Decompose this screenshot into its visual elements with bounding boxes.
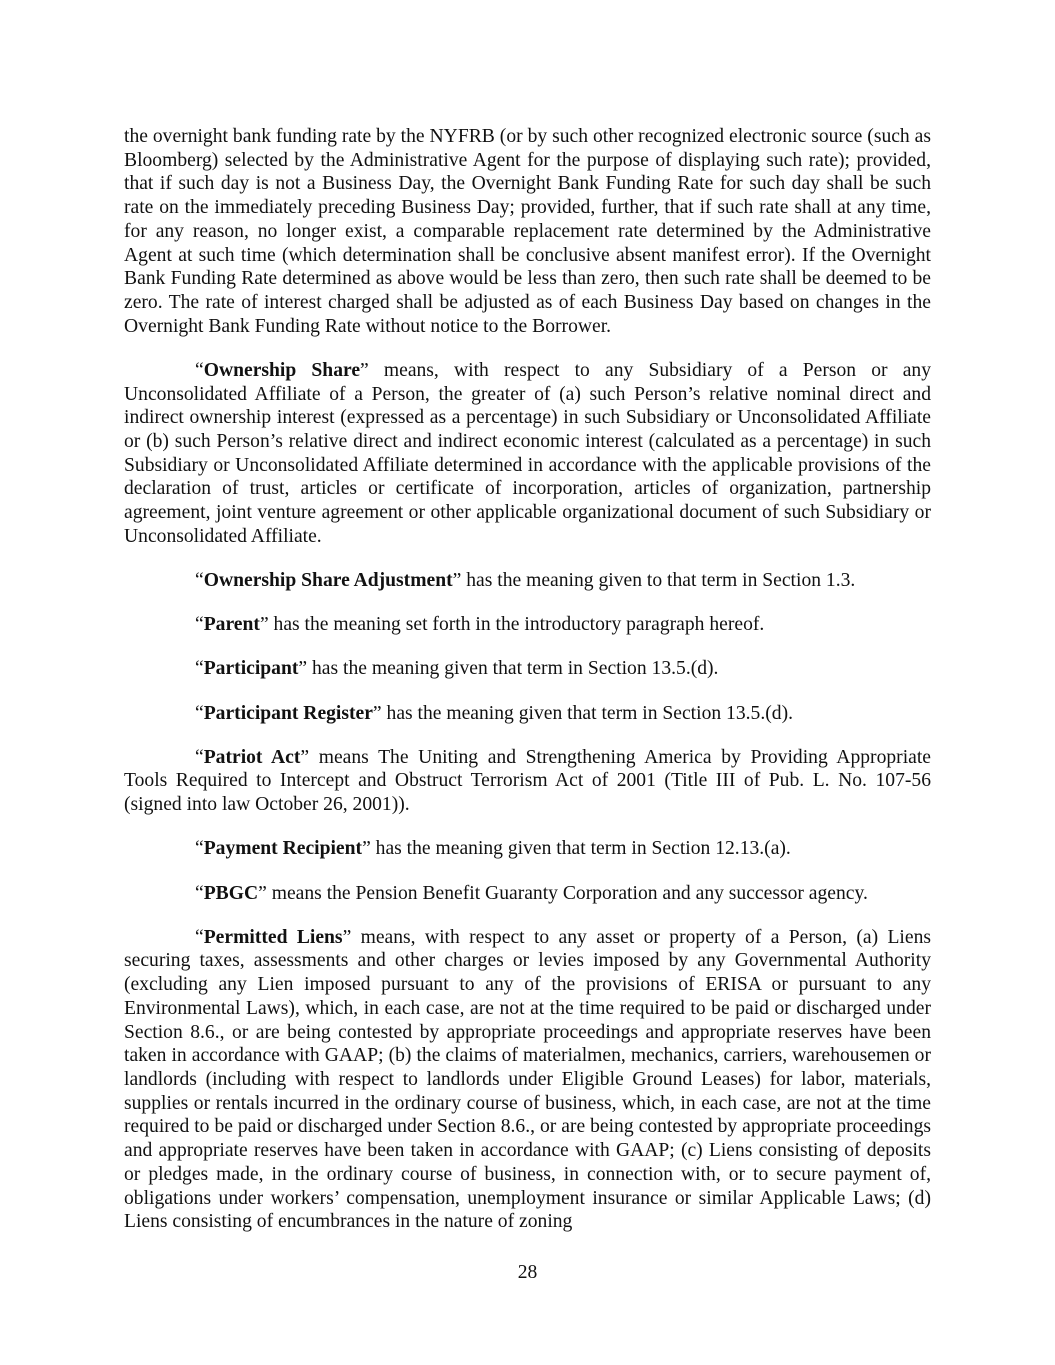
definition-text: ” means The Uniting and Strengthening America by Providing Appropriate Tools Required to Intercept and Obstruct Terrorism Act of 2001 (Title III of Pub. L. No. 107-56 (signed into law October 26, 2001)). bbox=[124, 746, 931, 816]
definition-text: ” has the meaning given that term in Section 13.5.(d). bbox=[298, 658, 719, 680]
definition-text: ” has the meaning set forth in the introductory paragraph hereof. bbox=[259, 614, 765, 636]
definition-ownership-share-adjustment bbox=[124, 569, 931, 593]
open-quote: “ bbox=[195, 569, 204, 591]
open-quote: “ bbox=[195, 882, 204, 904]
defined-term: Ownership Share Adjustment bbox=[203, 569, 453, 591]
definition-text: ” means the Pension Benefit Guaranty Corporation and any successor agency. bbox=[258, 882, 868, 904]
open-quote: “ bbox=[195, 838, 204, 860]
open-quote: “ bbox=[195, 658, 204, 680]
page-number: 28 bbox=[517, 1262, 538, 1283]
defined-term: Participant Register bbox=[203, 702, 373, 724]
definition-pbgc bbox=[124, 882, 931, 906]
defined-term: Participant bbox=[203, 658, 299, 680]
defined-term: Payment Recipient bbox=[203, 838, 363, 860]
definition-ownership-share bbox=[124, 359, 931, 549]
open-quote: “ bbox=[195, 926, 204, 948]
definition-text: ” has the meaning given to that term in Section 1.3. bbox=[452, 569, 856, 591]
defined-term: Parent bbox=[203, 614, 260, 636]
definition-text: ” has the meaning given that term in Section 13.5.(d). bbox=[372, 702, 793, 724]
defined-term: Ownership Share bbox=[203, 359, 361, 381]
definition-text: ” means, with respect to any Subsidiary of a Person or any Unconsolidated Affiliate of a Person, the greater of (a) such Person’s relative nominal direct and indirect ownership interest (expressed as a percentage) in such Subsidiary or Unconsolidated Affiliate or (b) such Person’s relative direct and indirect economic interest (calculated as a percentage) in such Subsidiary or Unconsolidated Affiliate determined in accordance with the applicable provisions of the declaration of trust, articles or certificate of incorporation, articles of organization, partnership agreement, joint venture agreement or other applicable organizational document of such Subsidiary or Unconsolidated Affiliate. bbox=[124, 359, 931, 547]
definition-text: ” means, with respect to any asset or property of a Person, (a) Liens securing taxes, assessments and other charges or levies imposed by any Governmental Authority (excluding any Lien imposed pursuant to any of the provisions of ERISA or pursuant to any Environmental Laws), which, in each case, are not at the time required to be paid or discharged under Section 8.6., or are being contested by appropriate proceedings and appropriate reserves have been taken in accordance with GAAP; (b) the claims of materialmen, mechanics, carriers, warehousemen or landlords (including with respect to landlords under Eligible Ground Leases) for labor, materials, supplies or rentals incurred in the ordinary course of business, which, in each case, are not at the time required to be paid or discharged under Section 8.6., or are being contested by appropriate proceedings and appropriate reserves have been taken in accordance with GAAP; (c) Liens consisting of deposits or pledges made, in the ordinary course of business, in connection with, or to secure payment of, obligations under workers’ compensation, unemployment insurance or similar Applicable Laws; (d) Liens consisting of encumbrances in the nature of zoning bbox=[124, 926, 931, 1233]
definition-permitted-liens bbox=[124, 926, 931, 1234]
definition-payment-recipient bbox=[124, 837, 931, 861]
document-page bbox=[124, 125, 931, 1234]
defined-term: PBGC bbox=[203, 882, 259, 904]
definition-parent bbox=[124, 613, 931, 637]
definition-participant-register bbox=[124, 702, 931, 726]
definition-paragraph-onbfr-continued bbox=[124, 125, 931, 338]
defined-term: Patriot Act bbox=[203, 746, 301, 768]
definition-participant bbox=[124, 657, 931, 681]
definition-patriot-act bbox=[124, 746, 931, 817]
definition-text: ” has the meaning given that term in Section 12.13.(a). bbox=[362, 838, 791, 860]
open-quote: “ bbox=[195, 702, 204, 724]
paragraph-text: the overnight bank funding rate by the NYFRB (or by such other recognized electronic source (such as Bloomberg) selected by the Administrative Agent for the purpose of displaying such rate); provided, that if such day is not a Business Day, the Overnight Bank Funding Rate for such day shall be such rate on the immediately preceding Business Day; provided, further, that if such rate shall at any time, for any reason, no longer exist, a comparable replacement rate determined by the Administrative Agent at such time (which determination shall be conclusive absent manifest error). If the Overnight Bank Funding Rate determined as above would be less than zero, then such rate shall be deemed to be zero. The rate of interest charged shall be adjusted as of each Business Day based on changes in the Overnight Bank Funding Rate without notice to the Borrower. bbox=[124, 126, 931, 337]
open-quote: “ bbox=[195, 614, 204, 636]
open-quote: “ bbox=[195, 746, 204, 768]
open-quote: “ bbox=[195, 359, 204, 381]
defined-term: Permitted Liens bbox=[203, 926, 343, 948]
